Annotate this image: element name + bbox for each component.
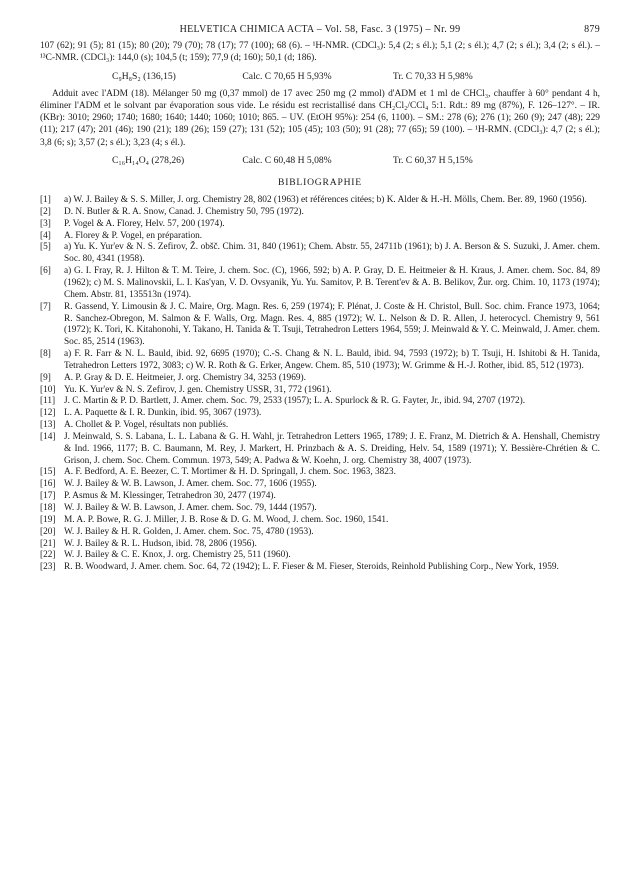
reference-item [40, 396, 600, 408]
calculated-values: Calc. C 70,65 H 5,93% [242, 70, 332, 82]
reference-number: [20] [40, 526, 56, 537]
reference-text: R. B. Woodward, J. Amer. chem. Soc. 64, 72 (1942); L. F. Fieser & M. Fieser, Steroids, Reinhold Publishing Corp., New York, 1959. [64, 562, 559, 573]
reference-item [40, 195, 600, 207]
reference-item [40, 479, 600, 491]
reference-number: [13] [40, 420, 56, 431]
reference-number: [3] [40, 218, 51, 229]
reference-number: [10] [40, 384, 56, 395]
reference-item [40, 503, 600, 515]
reference-item [40, 408, 600, 420]
reference-text: M. A. P. Bowe, R. G. J. Miller, J. B. Rose & D. G. M. Wood, J. chem. Soc. 1960, 1541. [64, 514, 389, 525]
reference-text: W. J. Bailey & H. R. Golden, J. Amer. chem. Soc. 75, 4780 (1953). [64, 526, 314, 537]
reference-text: A. Chollet & P. Vogel, résultats non publiés. [64, 420, 229, 431]
reference-item [40, 231, 600, 243]
reference-text: a) W. J. Bailey & S. S. Miller, J. org. Chemistry 28, 802 (1963) et références citées; b) K. Alder & H.-H. Mölls, Chem. Ber. 89, 1960 (1956). [64, 195, 587, 206]
reference-text: L. A. Paquette & I. R. Dunkin, ibid. 95, 3067 (1973). [64, 408, 262, 419]
reference-item [40, 562, 600, 574]
found-values: Tr. C 70,33 H 5,98% [392, 70, 473, 82]
reference-number: [6] [40, 266, 51, 277]
reference-item [40, 373, 600, 385]
reference-text: A. F. Bedford, A. E. Beezer, C. T. Mortimer & H. D. Springall, J. chem. Soc. 1963, 3823. [64, 467, 396, 478]
molecular-formula: C₉H₈S₂ (136,15) [112, 70, 176, 82]
reference-number: [22] [40, 550, 56, 561]
reference-number: [11] [40, 396, 56, 407]
reference-item [40, 432, 600, 468]
reference-item [40, 515, 600, 527]
elemental-analysis-1 [40, 70, 600, 83]
reference-item [40, 385, 600, 397]
reference-number: [21] [40, 538, 56, 549]
reference-text: W. J. Bailey & R. L. Hudson, ibid. 78, 2806 (1956). [64, 538, 257, 549]
reference-list [40, 195, 600, 574]
reference-item [40, 420, 600, 432]
calculated-values: Calc. C 60,48 H 5,08% [242, 155, 332, 167]
journal-page [40, 24, 600, 574]
reference-number: [4] [40, 230, 51, 241]
reference-item [40, 219, 600, 231]
reference-text: a) F. R. Farr & N. L. Bauld, ibid. 92, 6695 (1970); C.-S. Chang & N. L. Bauld, ibid. 94, 7593 (1972); b) T. Tsuji, H. Ishitobi & H. Tanida, Tetrahedron Letters 1972, 3083; c) W. R. Roth & G. Erker, Angew. Chem. 85, 510 (1973); W. Grimme & H.-J. Rother, ibid. 85, 512 (1973). [64, 349, 600, 371]
adduct-procedure-paragraph: Adduit avec l'ADM (18). Mélanger 50 mg (0,37 mmol) de 17 avec 250 mg (2 mmol) d'ADM et 1 ml de CHCl₃, chauffer à 60° pendant 4 h, éliminer l'ADM et le solvant par évaporation sous vide. Le résidu est recristallisé dans CH₂Cl₂/CCl₄ 5:1. Rdt.: 89 mg (87%), F. 126–127°. – IR. (KBr): 3010; 2960; 1740; 1680; 1640; 1440; 1060; 1010; 865. – UV. (EtOH 95%): 254 (6, 1100). – SM.: 278 (6); 276 (1); 260 (9); 247 (48); 229 (11); 217 (47); 201 (46); 190 (21); 189 (26); 159 (27); 131 (52); 105 (45); 103 (50); 91 (28); 77 (65); 59 (100). – ¹H-RMN. (CDCl₃): 4,7 (2; s él.); 3,8 (6; s); 3,57 (2; s él.); 3,23 (4; s él.). [40, 88, 600, 148]
reference-number: [16] [40, 479, 56, 490]
molecular-formula: C₁₆H₁₄O₄ (278,26) [112, 155, 185, 167]
reference-number: [19] [40, 514, 56, 525]
reference-item [40, 467, 600, 479]
reference-item [40, 349, 600, 373]
reference-text: W. J. Bailey & W. B. Lawson, J. Amer. chem. Soc. 77, 1606 (1955). [64, 479, 317, 490]
reference-item [40, 207, 600, 219]
reference-text: J. C. Martin & P. D. Bartlett, J. Amer. chem. Soc. 79, 2533 (1957); L. A. Spurlock & R. G. Fayter, Jr., ibid. 94, 2707 (1972). [64, 396, 526, 407]
reference-text: P. Asmus & M. Klessinger, Tetrahedron 30, 2477 (1974). [64, 491, 276, 502]
reference-number: [1] [40, 195, 51, 206]
reference-number: [14] [40, 431, 56, 442]
reference-item [40, 491, 600, 503]
reference-text: A. Florey & P. Vogel, en préparation. [64, 230, 203, 241]
reference-text: R. Gassend, Y. Limousin & J. C. Maire, Org. Magn. Res. 6, 259 (1974); F. Plénat, J. Coste & H. Christol, Bull. Soc. chim. France 1973, 1064; R. Sanchez-Obregon, M. Salmon & F. Walls, Org. Magn. Res. 4, 885 (1972); W. L. Nelson & D. R. Allen, J. heterocycl. Chemistry 9, 561 (1972); K. Tori, K. Kitahonohi, Y. Takano, H. Tanida & T. Tsuji, Tetrahedron Letters 1964, 559; J. Meinwald & Y. C. Meinwald, J. Amer. chem. Soc. 85, 2514 (1963). [64, 301, 600, 348]
reference-number: [23] [40, 562, 56, 573]
reference-text: A. P. Gray & D. E. Heitmeier, J. org. Chemistry 34, 3253 (1969). [64, 372, 306, 383]
reference-text: a) Yu. K. Yur'ev & N. S. Zefirov, Ž. obšč. Chim. 31, 840 (1961); Chem. Abstr. 55, 24711b (1961); b) J. A. Berson & S. Suzuki, J. Amer. chem. Soc. 80, 4341 (1958). [64, 242, 600, 265]
reference-item [40, 242, 600, 266]
reference-number: [12] [40, 408, 56, 419]
reference-number: [5] [40, 242, 51, 253]
reference-number: [18] [40, 503, 56, 514]
reference-text: J. Meinwald, S. S. Labana, L. L. Labana & G. H. Wahl, jr. Tetrahedron Letters 1965, 1789; J. E. Franz, M. Dietrich & A. Henshall, Chemistry & Ind. 1966, 1177; B. C. Baumann, M. Rey, J. Markert, H. Prinzbach & A. S. Dreiding, Helv. 54, 1589 (1971); Y. Bessière-Chrétien & C. Grison, J. chem. Soc. Chem. Commun. 1973, 549; A. Padwa & W. Koehn, J. org. Chemistry 38, 4007 (1973). [64, 431, 600, 466]
reference-item [40, 550, 600, 562]
bibliography-heading: BIBLIOGRAPHIE [278, 177, 362, 189]
reference-text: D. N. Butler & R. A. Snow, Canad. J. Chemistry 50, 795 (1972). [64, 206, 304, 217]
running-header [40, 24, 600, 40]
reference-item [40, 302, 600, 349]
elemental-analysis-2 [40, 154, 600, 167]
reference-text: a) G. I. Fray, R. J. Hilton & T. M. Teire, J. chem. Soc. (C), 1966, 592; b) A. P. Gray, D. E. Heitmeier & H. Kraus, J. Amer. chem. Soc. 84, 89 (1962); c) M. S. Malinovskii, L. I. Kas'yan, V. D. Ovsyanik, Yu. Yu. Samitov, P. B. Terent'ev & A. B. Belikov, Žur. org. Chim. 10, 1173 (1974); Chem. Abstr. 81, 135513n (1974). [64, 266, 600, 300]
reference-number: [9] [40, 372, 51, 383]
reference-text: W. J. Bailey & C. E. Knox, J. org. Chemistry 25, 511 (1960). [64, 550, 291, 561]
page-number: 879 [584, 24, 600, 35]
reference-number: [7] [40, 301, 51, 312]
reference-text: Yu. K. Yur'ev & N. S. Zefirov, J. gen. Chemistry USSR, 31, 772 (1961). [64, 384, 332, 395]
reference-text: P. Vogel & A. Florey, Helv. 57, 200 (1974). [64, 218, 225, 229]
journal-title: HELVETICA CHIMICA ACTA – Vol. 58, Fasc. 3 (1975) – Nr. 99 [179, 24, 461, 35]
found-values: Tr. C 60,37 H 5,15% [392, 155, 473, 167]
reference-number: [17] [40, 491, 56, 502]
reference-number: [15] [40, 467, 56, 478]
reference-number: [2] [40, 206, 51, 217]
reference-text: W. J. Bailey & W. B. Lawson, J. Amer. chem. Soc. 79, 1444 (1957). [64, 503, 317, 514]
reference-number: [8] [40, 349, 51, 360]
reference-item [40, 527, 600, 539]
reference-item [40, 539, 600, 551]
reference-item [40, 266, 600, 302]
spectral-data-paragraph: 107 (62); 91 (5); 81 (15); 80 (20); 79 (70); 78 (17); 77 (100); 68 (6). – ¹H-NMR. (CDCl₃): 5,4 (2; s él.); 5,1 (2; s él.); 4,7 (2; s él.); 3,4 (2; s él.). – ¹³C-NMR. (CDCl₃): 144,0 (s); 104,5 (t; 159); 77,9 (d; 160); 50,1 (d; 186). [40, 41, 600, 64]
